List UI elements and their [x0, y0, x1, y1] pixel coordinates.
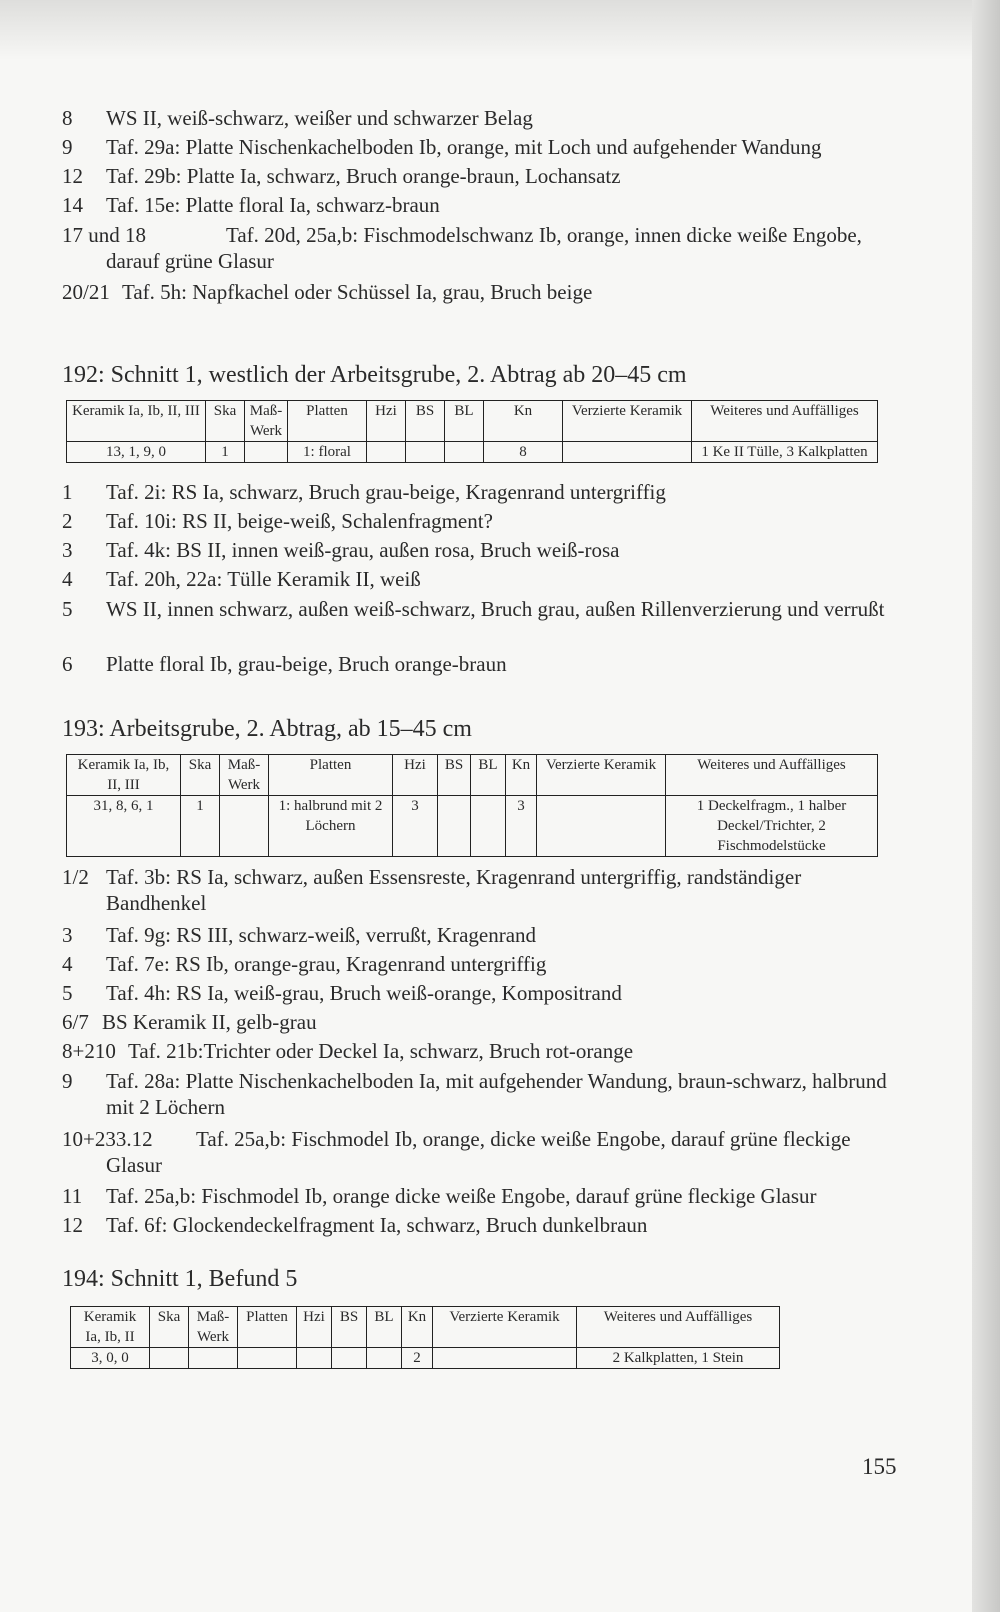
cell: 1	[181, 796, 220, 857]
cell: 1	[206, 442, 245, 463]
entry-text: Taf. 10i: RS II, beige-weiß, Schalenfragment?	[106, 509, 493, 533]
cell: 1 Deckelfragm., 1 halber Deckel/Trichter, 2 Fischmodelstücke	[666, 796, 878, 857]
entry-number: 12	[62, 164, 83, 188]
col-bs: BS	[438, 755, 471, 796]
entry	[62, 222, 902, 274]
cell: 1: floral	[288, 442, 367, 463]
col-ska: Ska	[206, 401, 245, 442]
table-row	[67, 796, 878, 857]
page-shadow-top	[0, 0, 1000, 60]
col-bl: BL	[367, 1307, 402, 1348]
col-verzierte: Verzierte Keramik	[563, 401, 692, 442]
entry-number: 1/2	[62, 865, 89, 889]
entry-text: Taf. 4h: RS Ia, weiß-grau, Bruch weiß-orange, Kompositrand	[106, 981, 622, 1005]
section-heading: 193: Arbeitsgrube, 2. Abtrag, ab 15–45 cm	[62, 716, 472, 742]
cell	[189, 1348, 238, 1369]
entry-text: Taf. 5h: Napfkachel oder Schüssel Ia, grau, Bruch beige	[122, 280, 593, 304]
col-masswerk: Maß-Werk	[189, 1307, 238, 1348]
entry	[62, 596, 902, 622]
entry-text: Taf. 9g: RS III, schwarz-weiß, verrußt, Kragenrand	[106, 923, 537, 947]
entry-number: 9	[62, 135, 73, 159]
col-keramik: Keramik Ia, Ib, II, III	[67, 755, 181, 796]
entry-text: Taf. 29b: Platte Ia, schwarz, Bruch orange-braun, Lochansatz	[106, 164, 621, 188]
cell	[563, 442, 692, 463]
col-masswerk: Maß-Werk	[245, 401, 288, 442]
col-platten: Platten	[288, 401, 367, 442]
cell: 8	[484, 442, 563, 463]
entry-number: 5	[62, 597, 73, 621]
cell	[150, 1348, 189, 1369]
entry-number: 3	[62, 538, 73, 562]
cell: 3	[506, 796, 537, 857]
cell	[367, 442, 406, 463]
entry-text: Taf. 25a,b: Fischmodel Ib, orange dicke weiße Engobe, darauf grüne fleckige Glasur	[106, 1184, 817, 1208]
col-weiteres: Weiteres und Auffälliges	[666, 755, 878, 796]
entry	[62, 1126, 902, 1178]
cell	[471, 796, 506, 857]
entry	[62, 1068, 902, 1120]
col-verzierte: Verzierte Keramik	[433, 1307, 577, 1348]
col-ska: Ska	[150, 1307, 189, 1348]
cell	[297, 1348, 332, 1369]
cell	[433, 1348, 577, 1369]
cell: 31, 8, 6, 1	[67, 796, 181, 857]
cell	[332, 1348, 367, 1369]
entry-number: 4	[62, 567, 73, 591]
entry-number: 2	[62, 509, 73, 533]
section-192	[62, 360, 902, 676]
col-hzi: Hzi	[367, 401, 406, 442]
entry-text: Platte floral Ib, grau-beige, Bruch orange-braun	[106, 652, 507, 676]
cell: 2	[402, 1348, 433, 1369]
col-kn: Kn	[506, 755, 537, 796]
entry-text: BS Keramik II, gelb-grau	[102, 1010, 317, 1034]
entry-number: 20/21	[62, 280, 110, 304]
entry-text: Taf. 20d, 25a,b: Fischmodelschwanz Ib, orange, innen dicke weiße Engobe, darauf grüne Glasur	[106, 223, 862, 273]
entry-text: Taf. 4k: BS II, innen weiß-grau, außen rosa, Bruch weiß-rosa	[106, 538, 620, 562]
entry-text: WS II, innen schwarz, außen weiß-schwarz, Bruch grau, außen Rillenverzierung und verrußt	[106, 597, 885, 621]
entry-number: 11	[62, 1184, 83, 1208]
entry-text: Taf. 2i: RS Ia, schwarz, Bruch grau-beige, Kragenrand untergriffig	[106, 480, 666, 504]
finds-table	[70, 1306, 780, 1369]
cell: 13, 1, 9, 0	[67, 442, 206, 463]
entry-number: 17 und 18	[62, 223, 146, 247]
entry-text: Taf. 25a,b: Fischmodel Ib, orange, dicke weiße Engobe, darauf grüne fleckige Glasur	[106, 1127, 851, 1177]
entry-number: 9	[62, 1069, 73, 1093]
cell: 2 Kalkplatten, 1 Stein	[577, 1348, 780, 1369]
cell	[438, 796, 471, 857]
table-row	[67, 442, 878, 463]
cell	[220, 796, 269, 857]
entry-text: Taf. 20h, 22a: Tülle Keramik II, weiß	[106, 567, 421, 591]
cell: 1: halbrund mit 2 Löchern	[269, 796, 393, 857]
page-number: 155	[862, 1454, 897, 1479]
col-keramik: Keramik Ia, Ib, II, III	[67, 401, 206, 442]
table-row	[71, 1348, 780, 1369]
section-194	[62, 1264, 902, 1366]
col-masswerk: Maß-Werk	[220, 755, 269, 796]
cell	[406, 442, 445, 463]
col-verzierte: Verzierte Keramik	[537, 755, 666, 796]
entry-number: 8	[62, 106, 73, 130]
entry-number: 6	[62, 652, 73, 676]
cell	[537, 796, 666, 857]
cell: 1 Ke II Tülle, 3 Kalkplatten	[692, 442, 878, 463]
entry-text: Taf. 21b:Trichter oder Deckel Ia, schwarz, Bruch rot-orange	[128, 1039, 634, 1063]
entry-number: 10+233.12	[62, 1127, 153, 1151]
col-bl: BL	[445, 401, 484, 442]
entry-text: Taf. 29a: Platte Nischenkachelboden Ib, orange, mit Loch und aufgehender Wandung	[106, 135, 822, 159]
entry-number: 5	[62, 981, 73, 1005]
cell	[245, 442, 288, 463]
col-platten: Platten	[269, 755, 393, 796]
col-ska: Ska	[181, 755, 220, 796]
table-header-row	[67, 401, 878, 442]
entry-text: Taf. 6f: Glockendeckelfragment Ia, schwarz, Bruch dunkelbraun	[106, 1213, 648, 1237]
col-weiteres: Weiteres und Auffälliges	[577, 1307, 780, 1348]
entry-number: 8+210	[62, 1039, 116, 1063]
col-bs: BS	[406, 401, 445, 442]
finds-table	[66, 400, 878, 463]
finds-table	[66, 754, 878, 857]
section-heading: 192: Schnitt 1, westlich der Arbeitsgrube, 2. Abtrag ab 20–45 cm	[62, 362, 687, 388]
col-kn: Kn	[402, 1307, 433, 1348]
entry-text: Taf. 3b: RS Ia, schwarz, außen Essensreste, Kragenrand untergriffig, randständiger Bandhenkel	[106, 865, 802, 915]
section-193	[62, 714, 902, 1237]
entry-text: WS II, weiß-schwarz, weißer und schwarzer Belag	[106, 106, 533, 130]
entry-number: 4	[62, 952, 73, 976]
col-hzi: Hzi	[393, 755, 438, 796]
col-weiteres: Weiteres und Auffälliges	[692, 401, 878, 442]
entry	[62, 864, 902, 916]
table-header-row	[67, 755, 878, 796]
col-platten: Platten	[238, 1307, 297, 1348]
cell: 3	[393, 796, 438, 857]
entry-number: 14	[62, 193, 83, 217]
col-hzi: Hzi	[297, 1307, 332, 1348]
entry-text: Taf. 28a: Platte Nischenkachelboden Ia, mit aufgehender Wandung, braun-schwarz, halbrund mit 2 Löchern	[106, 1069, 887, 1119]
page-edge	[972, 0, 1000, 1612]
entry-number: 1	[62, 480, 73, 504]
cell	[445, 442, 484, 463]
cell	[367, 1348, 402, 1369]
entry-text: Taf. 7e: RS Ib, orange-grau, Kragenrand untergriffig	[106, 952, 547, 976]
col-bl: BL	[471, 755, 506, 796]
col-kn: Kn	[484, 401, 563, 442]
col-bs: BS	[332, 1307, 367, 1348]
entry-text: Taf. 15e: Platte floral Ia, schwarz-braun	[106, 193, 440, 217]
entry-number: 12	[62, 1213, 83, 1237]
cell: 3, 0, 0	[71, 1348, 150, 1369]
cell	[238, 1348, 297, 1369]
entry-number: 3	[62, 923, 73, 947]
col-keramik: Keramik Ia, Ib, II	[71, 1307, 150, 1348]
table-header-row	[71, 1307, 780, 1348]
entry-number: 6/7	[62, 1010, 89, 1034]
section-heading: 194: Schnitt 1, Befund 5	[62, 1266, 298, 1292]
